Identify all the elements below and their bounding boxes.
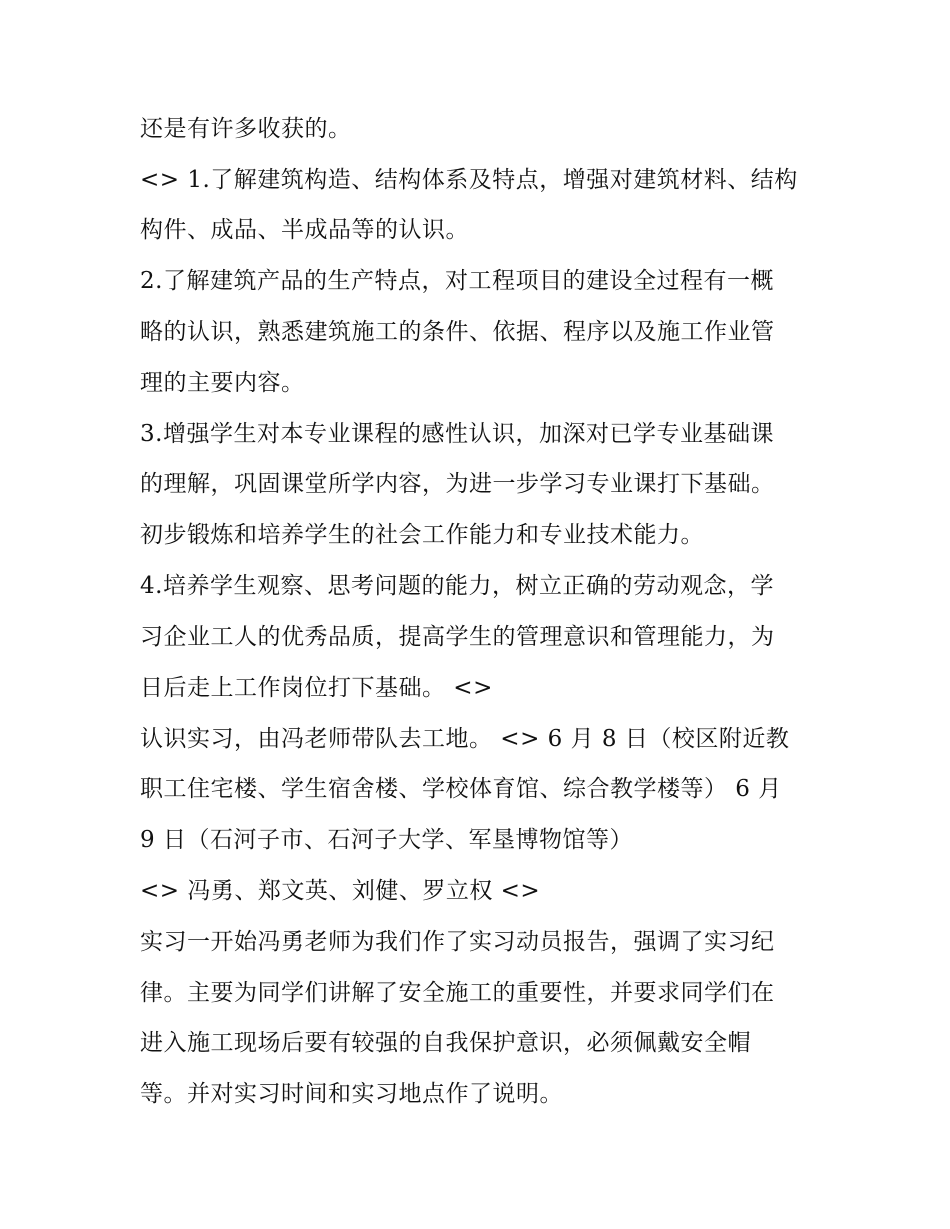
text-line: 实习一开始冯勇老师为我们作了实习动员报告，强调了实习纪 (140, 929, 775, 955)
text-line: 3.增强学生对本专业课程的感性认识，加深对已学专业基础课 (140, 421, 774, 447)
text-line: 等。并对实习时间和实习地点作了说明。 (140, 1081, 563, 1107)
text-line: 律。主要为同学们讲解了安全施工的重要性，并要求同学们在 (140, 980, 775, 1006)
text-line: 2.了解建筑产品的生产特点，对工程项目的建设全过程有一概 (140, 268, 774, 294)
text-line: <> 冯勇、郑文英、刘健、罗立权 <> (140, 878, 541, 904)
text-line: 还是有许多收获的。 (140, 116, 352, 142)
text-line: <> 1.了解建筑构造、结构体系及特点，增强对建筑材料、结构 (140, 167, 798, 193)
text-line: 进入施工现场后要有较强的自我保护意识，必须佩戴安全帽 (140, 1030, 751, 1056)
text-line: 的理解，巩固课堂所学内容，为进一步学习专业课打下基础。 (140, 471, 775, 497)
text-line: 认识实习，由冯老师带队去工地。 <> 6 月 8 日（校区附近教 (140, 726, 790, 752)
text-line: 理的主要内容。 (140, 370, 305, 396)
text-line: 构件、成品、半成品等的认识。 (140, 217, 469, 243)
text-line: 略的认识，熟悉建筑施工的条件、依据、程序以及施工作业管 (140, 319, 775, 345)
text-line: 职工住宅楼、学生宿舍楼、学校体育馆、综合教学楼等） 6 月 (140, 776, 782, 802)
text-line: 9 日（石河子市、石河子大学、军垦博物馆等） (140, 827, 633, 853)
text-line: 日后走上工作岗位打下基础。 <> (140, 675, 493, 701)
text-line: 初步锻炼和培养学生的社会工作能力和专业技术能力。 (140, 522, 704, 548)
text-line: 习企业工人的优秀品质，提高学生的管理意识和管理能力，为 (140, 624, 775, 650)
text-line: 4.培养学生观察、思考问题的能力，树立正确的劳动观念，学 (140, 573, 774, 599)
